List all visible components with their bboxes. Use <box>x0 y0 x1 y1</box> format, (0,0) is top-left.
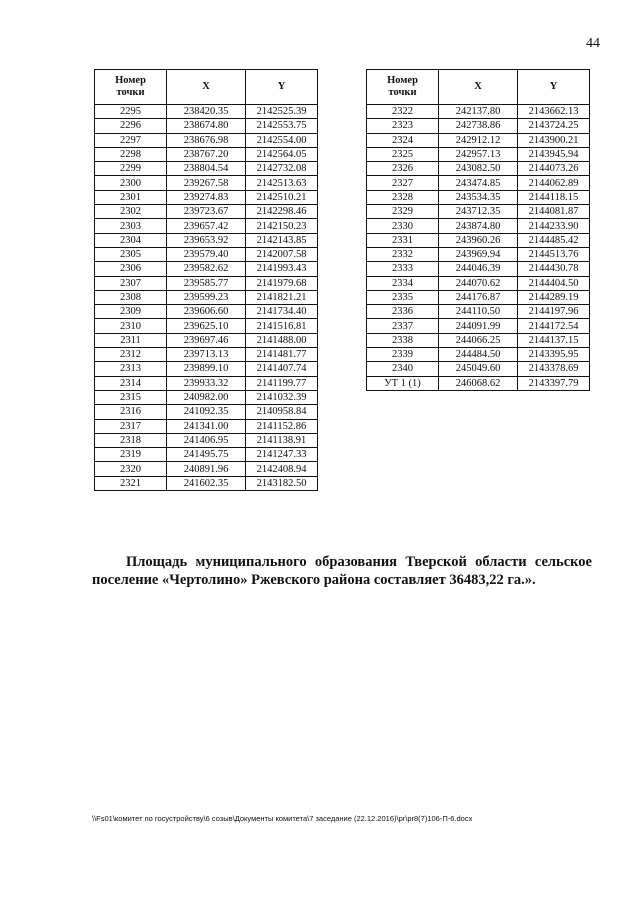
cell-y: 2143900.21 <box>518 133 590 147</box>
cell-x: 239582.62 <box>167 262 246 276</box>
cell-x: 239933.32 <box>167 376 246 390</box>
cell-x: 239625.10 <box>167 319 246 333</box>
cell-y: 2143724.25 <box>518 119 590 133</box>
cell-y: 2142510.21 <box>246 190 318 204</box>
cell-x: 239599.23 <box>167 290 246 304</box>
cell-y: 2141247.33 <box>246 448 318 462</box>
cell-y: 2141199.77 <box>246 376 318 390</box>
table-row <box>95 176 318 190</box>
cell-x: 240982.00 <box>167 390 246 404</box>
table-row <box>95 319 318 333</box>
cell-x: 241406.95 <box>167 433 246 447</box>
table-row <box>367 119 590 133</box>
cell-y: 2144430.78 <box>518 262 590 276</box>
cell-point-number: УТ 1 (1) <box>367 376 439 390</box>
cell-y: 2144233.90 <box>518 219 590 233</box>
table-row <box>95 448 318 462</box>
cell-y: 2142732.08 <box>246 162 318 176</box>
table-row <box>367 348 590 362</box>
cell-point-number: 2311 <box>95 333 167 347</box>
table-row <box>367 233 590 247</box>
cell-x: 243960.26 <box>439 233 518 247</box>
table-row <box>95 433 318 447</box>
cell-point-number: 2307 <box>95 276 167 290</box>
cell-point-number: 2308 <box>95 290 167 304</box>
cell-y: 2144289.19 <box>518 290 590 304</box>
table-row <box>95 147 318 161</box>
table-row <box>95 405 318 419</box>
cell-point-number: 2328 <box>367 190 439 204</box>
cell-y: 2144485.42 <box>518 233 590 247</box>
cell-x: 241602.35 <box>167 476 246 490</box>
cell-y: 2142553.75 <box>246 119 318 133</box>
cell-x: 238767.20 <box>167 147 246 161</box>
cell-y: 2144118.15 <box>518 190 590 204</box>
cell-x: 239899.10 <box>167 362 246 376</box>
cell-x: 242957.13 <box>439 147 518 161</box>
table-row <box>95 105 318 119</box>
cell-x: 242912.12 <box>439 133 518 147</box>
cell-x: 243474.85 <box>439 176 518 190</box>
table-row <box>367 376 590 390</box>
cell-x: 243534.35 <box>439 190 518 204</box>
cell-y: 2142554.00 <box>246 133 318 147</box>
cell-point-number: 2299 <box>95 162 167 176</box>
table-row <box>95 462 318 476</box>
table-row <box>95 205 318 219</box>
cell-y: 2143662.13 <box>518 105 590 119</box>
table-row <box>367 247 590 261</box>
cell-point-number: 2304 <box>95 233 167 247</box>
cell-x: 242137.80 <box>439 105 518 119</box>
table-row <box>95 476 318 490</box>
cell-y: 2142298.46 <box>246 205 318 219</box>
cell-x: 238420.35 <box>167 105 246 119</box>
cell-y: 2143397.79 <box>518 376 590 390</box>
table-row <box>367 362 590 376</box>
cell-y: 2144172.54 <box>518 319 590 333</box>
table-row <box>95 233 318 247</box>
cell-x: 244091.99 <box>439 319 518 333</box>
cell-y: 2143182.50 <box>246 476 318 490</box>
cell-point-number: 2296 <box>95 119 167 133</box>
cell-point-number: 2302 <box>95 205 167 219</box>
table-row <box>95 219 318 233</box>
cell-x: 244066.25 <box>439 333 518 347</box>
header-point-number: Номер точки <box>367 70 439 105</box>
cell-y: 2142525.39 <box>246 105 318 119</box>
cell-y: 2144073.26 <box>518 162 590 176</box>
cell-x: 239657.42 <box>167 219 246 233</box>
cell-point-number: 2320 <box>95 462 167 476</box>
table-row <box>367 219 590 233</box>
cell-x: 239579.40 <box>167 247 246 261</box>
cell-y: 2144513.76 <box>518 247 590 261</box>
cell-x: 244176.87 <box>439 290 518 304</box>
table-row <box>367 190 590 204</box>
cell-y: 2143395.95 <box>518 348 590 362</box>
table-row <box>95 262 318 276</box>
cell-point-number: 2310 <box>95 319 167 333</box>
table-row <box>367 305 590 319</box>
cell-point-number: 2313 <box>95 362 167 376</box>
cell-point-number: 2305 <box>95 247 167 261</box>
table-header-row <box>95 70 318 105</box>
cell-y: 2143378.69 <box>518 362 590 376</box>
cell-point-number: 2332 <box>367 247 439 261</box>
cell-point-number: 2327 <box>367 176 439 190</box>
coordinates-table-right <box>366 69 590 391</box>
table-row <box>95 119 318 133</box>
table-row <box>95 162 318 176</box>
table-row <box>95 133 318 147</box>
cell-x: 240891.96 <box>167 462 246 476</box>
cell-point-number: 2309 <box>95 305 167 319</box>
table-row <box>367 133 590 147</box>
table-row <box>95 276 318 290</box>
cell-x: 243969.94 <box>439 247 518 261</box>
cell-y: 2141821.21 <box>246 290 318 304</box>
cell-point-number: 2338 <box>367 333 439 347</box>
cell-x: 244046.39 <box>439 262 518 276</box>
header-x: X <box>439 70 518 105</box>
cell-x: 239653.92 <box>167 233 246 247</box>
cell-y: 2141516.81 <box>246 319 318 333</box>
cell-y: 2141734.40 <box>246 305 318 319</box>
cell-y: 2141488.00 <box>246 333 318 347</box>
cell-point-number: 2314 <box>95 376 167 390</box>
cell-y: 2142150.23 <box>246 219 318 233</box>
cell-x: 239697.46 <box>167 333 246 347</box>
cell-point-number: 2331 <box>367 233 439 247</box>
cell-x: 238676.98 <box>167 133 246 147</box>
cell-point-number: 2337 <box>367 319 439 333</box>
cell-y: 2141979.68 <box>246 276 318 290</box>
header-y: Y <box>518 70 590 105</box>
cell-x: 239267.58 <box>167 176 246 190</box>
cell-point-number: 2315 <box>95 390 167 404</box>
cell-point-number: 2318 <box>95 433 167 447</box>
table-row <box>95 376 318 390</box>
cell-point-number: 2303 <box>95 219 167 233</box>
cell-x: 244110.50 <box>439 305 518 319</box>
header-point-number: Номер точки <box>95 70 167 105</box>
area-summary-paragraph: Площадь муниципального образования Тверской области сельское поселение «Чертолино» Ржевского района составляет 36483,22 га.». <box>92 553 592 588</box>
cell-point-number: 2297 <box>95 133 167 147</box>
cell-y: 2141032.39 <box>246 390 318 404</box>
cell-y: 2142007.58 <box>246 247 318 261</box>
cell-point-number: 2333 <box>367 262 439 276</box>
cell-x: 241341.00 <box>167 419 246 433</box>
table-row <box>95 348 318 362</box>
cell-point-number: 2312 <box>95 348 167 362</box>
cell-point-number: 2330 <box>367 219 439 233</box>
cell-x: 239585.77 <box>167 276 246 290</box>
cell-y: 2144137.15 <box>518 333 590 347</box>
cell-point-number: 2325 <box>367 147 439 161</box>
cell-x: 246068.62 <box>439 376 518 390</box>
cell-x: 239274.83 <box>167 190 246 204</box>
table-row <box>367 205 590 219</box>
cell-y: 2142564.05 <box>246 147 318 161</box>
cell-point-number: 2326 <box>367 162 439 176</box>
cell-y: 2144062.89 <box>518 176 590 190</box>
cell-x: 244484.50 <box>439 348 518 362</box>
cell-point-number: 2319 <box>95 448 167 462</box>
cell-y: 2142408.94 <box>246 462 318 476</box>
table-row <box>367 276 590 290</box>
table-row <box>95 247 318 261</box>
table-row <box>95 333 318 347</box>
coordinates-table-left <box>94 69 318 491</box>
table-row <box>95 419 318 433</box>
cell-y: 2141138.91 <box>246 433 318 447</box>
cell-point-number: 2323 <box>367 119 439 133</box>
cell-point-number: 2300 <box>95 176 167 190</box>
cell-y: 2144197.96 <box>518 305 590 319</box>
table-row <box>367 319 590 333</box>
cell-y: 2141152.86 <box>246 419 318 433</box>
cell-x: 243874.80 <box>439 219 518 233</box>
cell-point-number: 2306 <box>95 262 167 276</box>
table-row <box>95 305 318 319</box>
cell-y: 2144081.87 <box>518 205 590 219</box>
cell-point-number: 2336 <box>367 305 439 319</box>
cell-y: 2140958.84 <box>246 405 318 419</box>
cell-point-number: 2317 <box>95 419 167 433</box>
cell-x: 243712.35 <box>439 205 518 219</box>
table-header-row <box>367 70 590 105</box>
cell-point-number: 2316 <box>95 405 167 419</box>
cell-x: 243082.50 <box>439 162 518 176</box>
cell-y: 2143945.94 <box>518 147 590 161</box>
table-row <box>95 390 318 404</box>
cell-y: 2142513.63 <box>246 176 318 190</box>
cell-x: 241092.35 <box>167 405 246 419</box>
table-row <box>367 262 590 276</box>
cell-point-number: 2322 <box>367 105 439 119</box>
header-y: Y <box>246 70 318 105</box>
cell-y: 2142143.85 <box>246 233 318 247</box>
cell-y: 2141407.74 <box>246 362 318 376</box>
cell-point-number: 2335 <box>367 290 439 304</box>
table-row <box>367 333 590 347</box>
cell-x: 244070.62 <box>439 276 518 290</box>
cell-y: 2141481.77 <box>246 348 318 362</box>
cell-y: 2141993.43 <box>246 262 318 276</box>
table-row <box>367 147 590 161</box>
table-row <box>367 162 590 176</box>
cell-point-number: 2329 <box>367 205 439 219</box>
cell-point-number: 2340 <box>367 362 439 376</box>
table-row <box>95 362 318 376</box>
cell-x: 238804.54 <box>167 162 246 176</box>
cell-x: 238674.80 <box>167 119 246 133</box>
table-row <box>367 290 590 304</box>
table-row <box>367 176 590 190</box>
cell-x: 242738.86 <box>439 119 518 133</box>
cell-y: 2144404.50 <box>518 276 590 290</box>
cell-point-number: 2324 <box>367 133 439 147</box>
cell-point-number: 2301 <box>95 190 167 204</box>
cell-x: 239606.60 <box>167 305 246 319</box>
header-x: X <box>167 70 246 105</box>
table-row <box>367 105 590 119</box>
cell-point-number: 2321 <box>95 476 167 490</box>
cell-point-number: 2334 <box>367 276 439 290</box>
cell-x: 239713.13 <box>167 348 246 362</box>
table-row <box>95 190 318 204</box>
cell-point-number: 2339 <box>367 348 439 362</box>
footer-file-path: \\Fs01\комитет по госустройству\6 созыв\Документы комитета\7 заседание (22.12.2016)\pr\pr8(7)106-П-6.docx <box>92 814 473 823</box>
page-number: 44 <box>586 36 600 51</box>
table-row <box>95 290 318 304</box>
cell-point-number: 2298 <box>95 147 167 161</box>
cell-x: 241495.75 <box>167 448 246 462</box>
cell-x: 245049.60 <box>439 362 518 376</box>
cell-x: 239723.67 <box>167 205 246 219</box>
cell-point-number: 2295 <box>95 105 167 119</box>
